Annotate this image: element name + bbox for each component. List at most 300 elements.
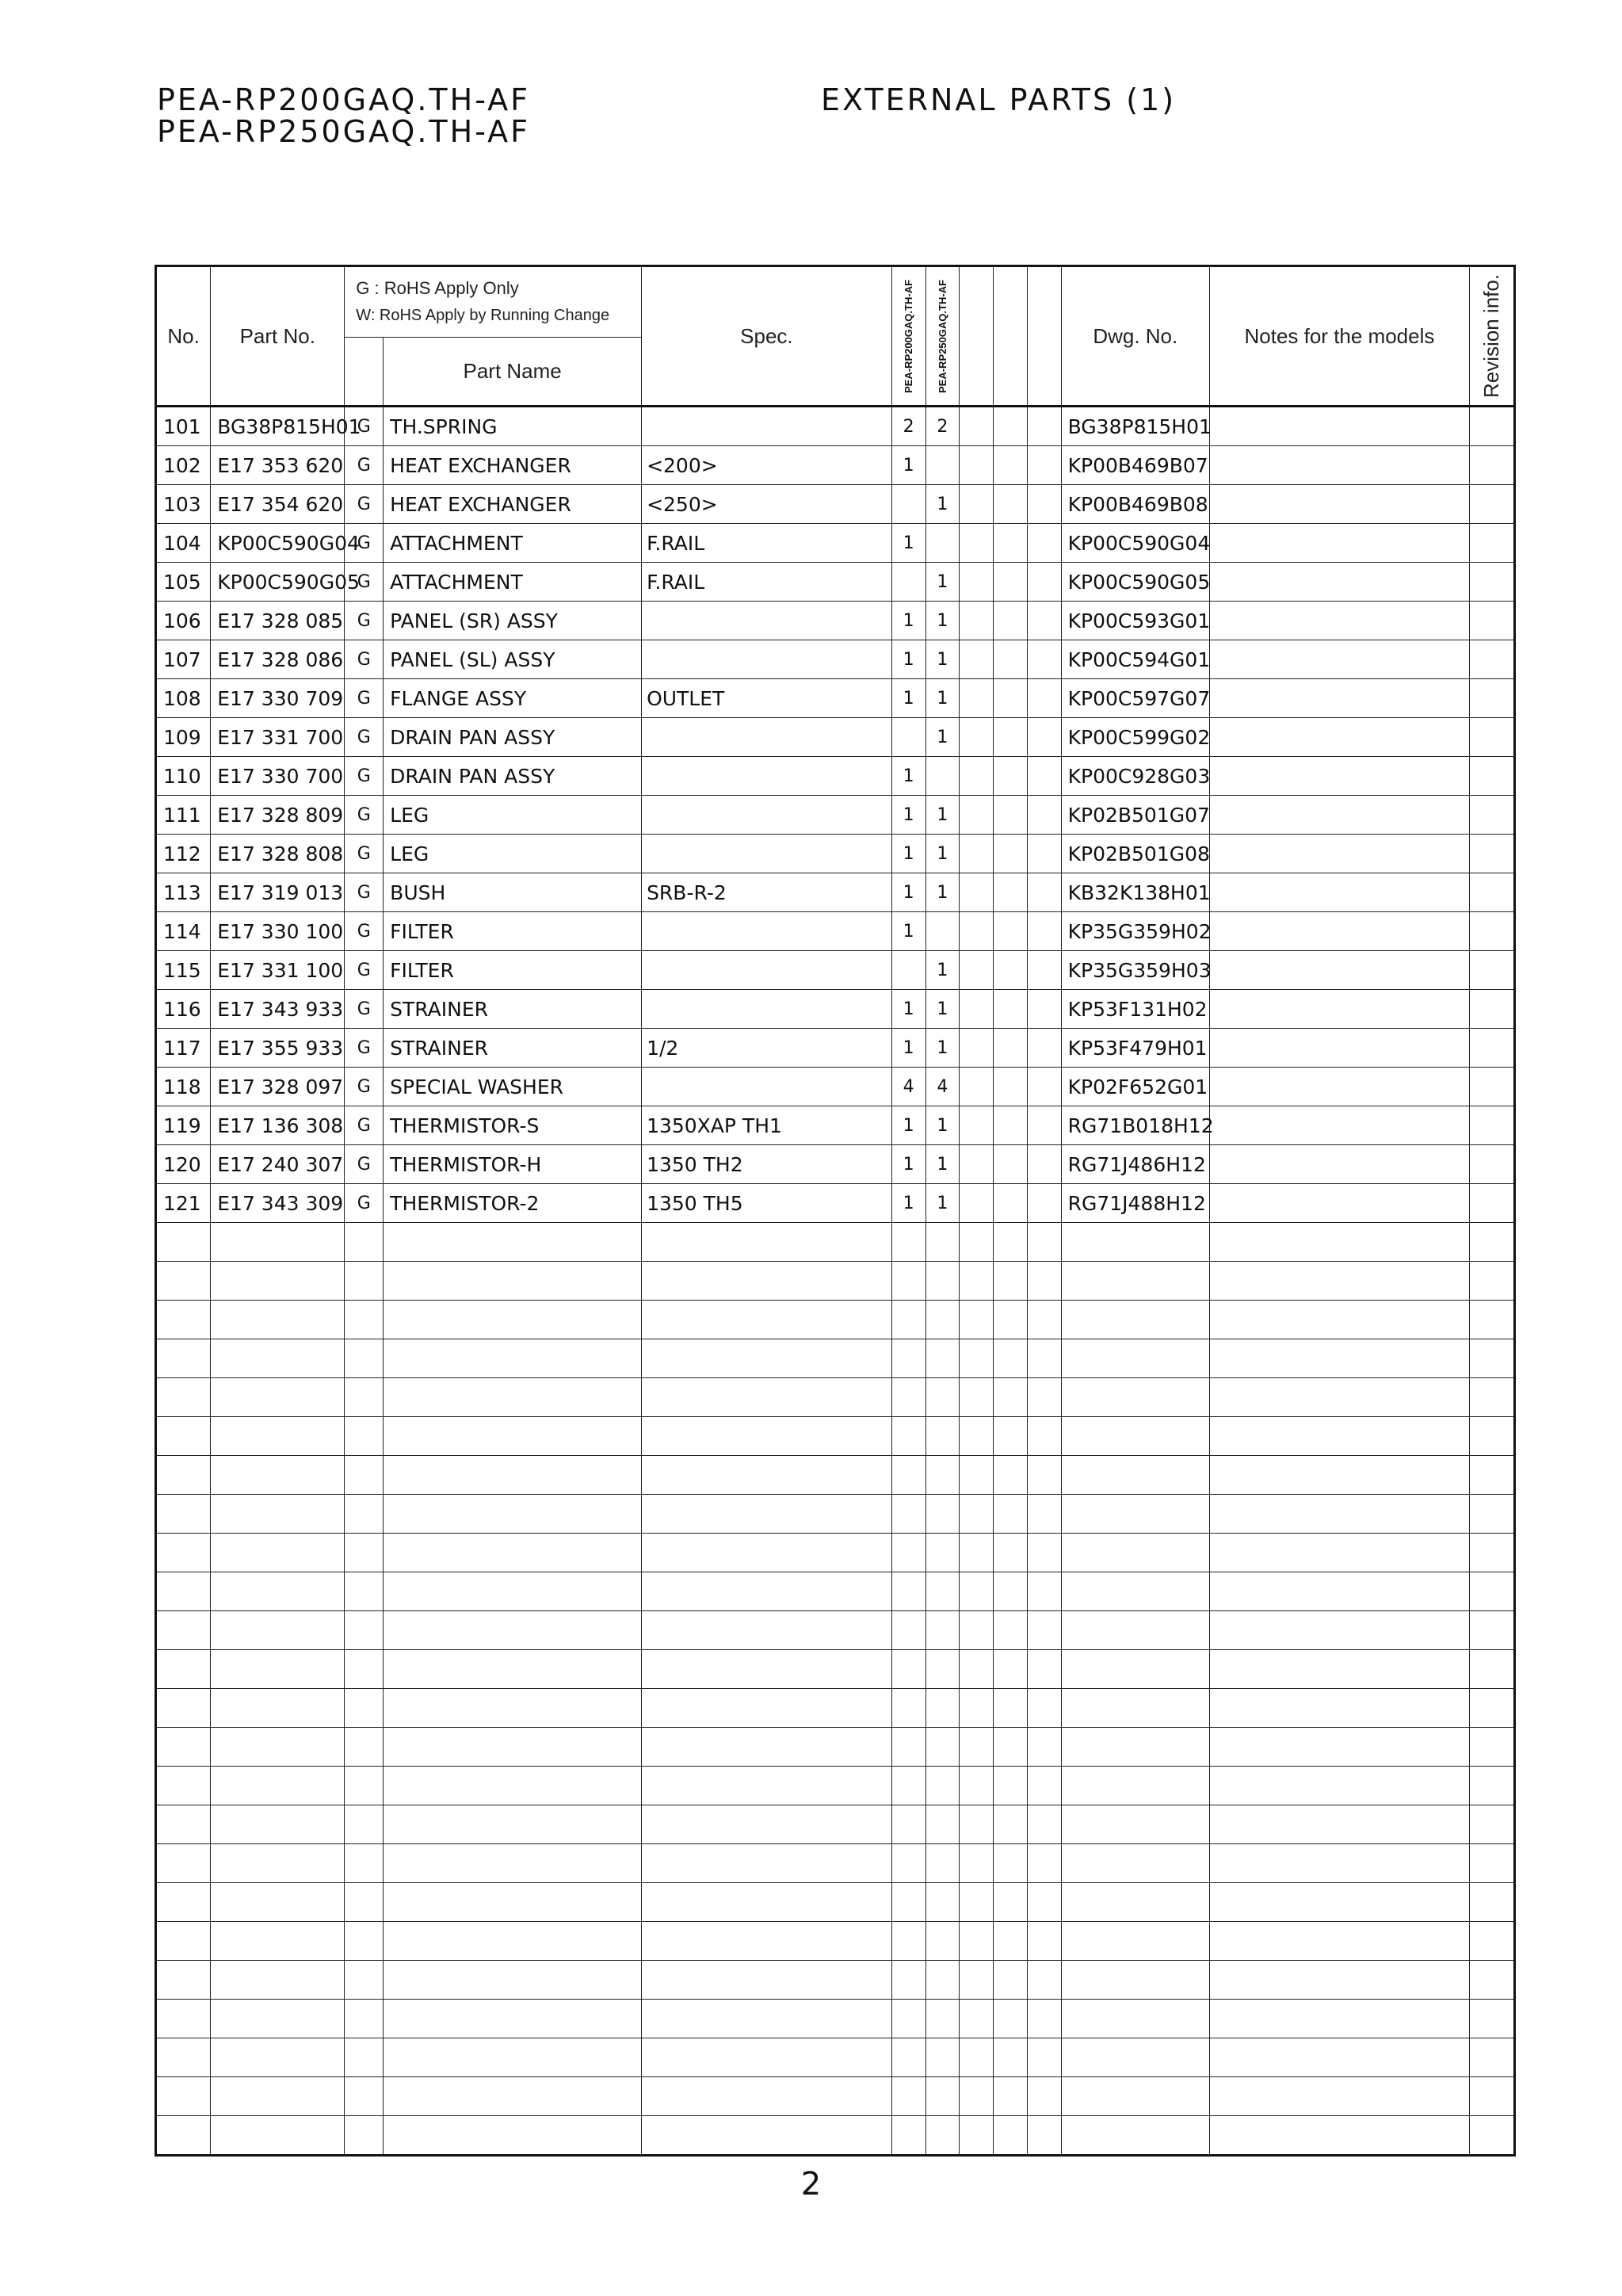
row-no: 101 [156,407,211,446]
row-dwg-no: KP00C594G01 [1061,640,1209,679]
row-blank-1 [960,2038,994,2077]
row-spec [642,1456,892,1495]
row-no: 105 [156,563,211,602]
row-spec [642,407,892,446]
row-part-name: FLANGE ASSY [384,679,642,718]
col-header-blank-1 [960,266,994,407]
row-revision [1469,407,1514,446]
page-number: 2 [800,2166,822,2202]
row-qty-model-2 [925,1417,960,1456]
row-blank-1 [960,1650,994,1689]
row-no: 113 [156,873,211,912]
row-spec: OUTLET [642,679,892,718]
row-blank-2 [994,835,1028,873]
empty-table-row [156,1883,1515,1922]
row-blank-1 [960,1495,994,1534]
row-blank-3 [1027,446,1061,485]
table-row [156,407,1515,446]
row-rohs [345,1378,384,1417]
row-blank-2 [994,951,1028,990]
row-rohs: G [345,563,384,602]
row-blank-2 [994,1068,1028,1106]
row-part-name: ATTACHMENT [384,563,642,602]
row-part-name [384,1767,642,1805]
row-qty-model-2 [925,446,960,485]
row-spec [642,951,892,990]
row-blank-3 [1027,1106,1061,1145]
row-rohs: G [345,679,384,718]
row-revision [1469,1068,1514,1106]
row-blank-2 [994,1301,1028,1339]
row-dwg-no: KP02B501G07 [1061,796,1209,835]
row-revision [1469,485,1514,524]
row-qty-model-2 [925,1301,960,1339]
row-qty-model-2 [925,1650,960,1689]
col-header-part-no: Part No. [211,266,345,407]
row-dwg-no: KP35G359H02 [1061,912,1209,951]
row-part-no [211,1961,345,2000]
row-part-no [211,1883,345,1922]
row-spec [642,2038,892,2077]
row-part-name [384,2000,642,2038]
row-part-name [384,1922,642,1961]
row-dwg-no: KP00C590G05 [1061,563,1209,602]
row-blank-3 [1027,1534,1061,1572]
col-header-model-2-label: PEA-RP250GAQ.TH-AF [936,279,948,393]
row-spec [642,835,892,873]
row-rohs: G [345,407,384,446]
row-rohs [345,1767,384,1805]
row-blank-2 [994,2000,1028,2038]
row-blank-2 [994,1922,1028,1961]
row-spec: F.RAIL [642,524,892,563]
row-blank-2 [994,912,1028,951]
row-part-no [211,1689,345,1728]
row-part-name: THERMISTOR-S [384,1106,642,1145]
row-part-name [384,1650,642,1689]
row-spec [642,1068,892,1106]
row-blank-1 [960,1106,994,1145]
row-no [156,1689,211,1728]
row-blank-1 [960,951,994,990]
row-revision [1469,2077,1514,2116]
row-no: 119 [156,1106,211,1145]
row-qty-model-1 [891,1456,925,1495]
row-blank-2 [994,1378,1028,1417]
empty-table-row [156,1767,1515,1805]
row-revision [1469,796,1514,835]
row-blank-2 [994,1223,1028,1262]
row-dwg-no: KP53F131H02 [1061,990,1209,1029]
row-blank-1 [960,1572,994,1611]
row-spec [642,602,892,640]
row-qty-model-2: 1 [925,640,960,679]
rohs-legend-w: W: RoHS Apply by Running Change [356,306,610,324]
row-blank-1 [960,1378,994,1417]
row-part-no [211,1728,345,1767]
empty-table-row [156,1650,1515,1689]
row-qty-model-2: 1 [925,679,960,718]
row-spec [642,1378,892,1417]
row-spec [642,757,892,796]
row-blank-3 [1027,1495,1061,1534]
row-blank-2 [994,602,1028,640]
row-blank-2 [994,718,1028,757]
row-part-no: E17 330 700 [211,757,345,796]
row-notes [1209,2077,1469,2116]
row-no: 121 [156,1184,211,1223]
row-part-name: HEAT EXCHANGER [384,485,642,524]
row-spec [642,1844,892,1883]
row-revision [1469,757,1514,796]
row-blank-3 [1027,912,1061,951]
row-revision [1469,1961,1514,2000]
row-part-no: E17 355 933 [211,1029,345,1068]
row-dwg-no: KP00B469B07 [1061,446,1209,485]
row-qty-model-2: 1 [925,835,960,873]
row-blank-3 [1027,835,1061,873]
row-rohs [345,2038,384,2077]
row-rohs [345,1805,384,1844]
row-rohs: G [345,835,384,873]
row-blank-1 [960,1456,994,1495]
row-part-name: PANEL (SL) ASSY [384,640,642,679]
row-revision [1469,1650,1514,1689]
row-blank-3 [1027,407,1061,446]
row-blank-2 [994,796,1028,835]
row-blank-3 [1027,1844,1061,1883]
row-notes [1209,1534,1469,1572]
row-blank-1 [960,1844,994,1883]
row-rohs [345,1650,384,1689]
row-part-no [211,1417,345,1456]
row-part-no [211,1611,345,1650]
row-no [156,1961,211,2000]
row-qty-model-1 [891,1223,925,1262]
row-qty-model-2: 1 [925,1106,960,1145]
col-header-spec: Spec. [642,266,892,407]
row-qty-model-2 [925,1767,960,1805]
row-blank-3 [1027,1728,1061,1767]
table-row [156,835,1515,873]
row-dwg-no [1061,2116,1209,2156]
row-rohs [345,2116,384,2156]
row-qty-model-1 [891,1728,925,1767]
row-spec: 1350 TH5 [642,1184,892,1223]
row-blank-2 [994,640,1028,679]
row-blank-2 [994,1495,1028,1534]
row-part-no [211,1805,345,1844]
row-dwg-no [1061,2000,1209,2038]
row-blank-3 [1027,2000,1061,2038]
row-rohs [345,1417,384,1456]
row-part-no [211,1339,345,1378]
row-blank-3 [1027,1262,1061,1301]
row-blank-3 [1027,1184,1061,1223]
row-qty-model-1 [891,2116,925,2156]
row-notes [1209,1301,1469,1339]
row-blank-2 [994,990,1028,1029]
row-blank-1 [960,640,994,679]
row-part-name [384,1883,642,1922]
row-qty-model-1 [891,1805,925,1844]
row-qty-model-1: 1 [891,873,925,912]
table-row [156,796,1515,835]
row-blank-2 [994,407,1028,446]
row-notes [1209,1767,1469,1805]
row-blank-3 [1027,1922,1061,1961]
row-revision [1469,1611,1514,1650]
row-notes [1209,873,1469,912]
row-rohs: G [345,990,384,1029]
row-spec: 1/2 [642,1029,892,1068]
row-revision [1469,1689,1514,1728]
row-blank-2 [994,757,1028,796]
row-revision [1469,835,1514,873]
row-spec [642,1883,892,1922]
table-row [156,990,1515,1029]
row-qty-model-2 [925,1534,960,1572]
row-dwg-no: RG71J486H12 [1061,1145,1209,1184]
row-blank-3 [1027,1145,1061,1184]
row-rohs [345,1534,384,1572]
row-blank-2 [994,1611,1028,1650]
row-notes [1209,485,1469,524]
row-qty-model-2: 1 [925,563,960,602]
row-blank-1 [960,1145,994,1184]
table-row [156,679,1515,718]
row-blank-1 [960,446,994,485]
row-revision [1469,1417,1514,1456]
row-blank-1 [960,1534,994,1572]
row-part-no: E17 331 700 [211,718,345,757]
row-blank-1 [960,796,994,835]
row-part-no [211,1262,345,1301]
row-blank-1 [960,757,994,796]
row-qty-model-2: 1 [925,1029,960,1068]
row-rohs [345,1456,384,1495]
row-rohs [345,2077,384,2116]
row-no: 102 [156,446,211,485]
row-qty-model-1 [891,2038,925,2077]
row-no: 118 [156,1068,211,1106]
row-part-name [384,1572,642,1611]
col-header-revision-label: Revision info. [1479,273,1503,399]
row-qty-model-1: 4 [891,1068,925,1106]
row-rohs [345,1961,384,2000]
row-part-no: BG38P815H01 [211,407,345,446]
row-blank-3 [1027,1572,1061,1611]
row-blank-3 [1027,602,1061,640]
row-qty-model-1 [891,1611,925,1650]
row-qty-model-1: 1 [891,1184,925,1223]
row-revision [1469,563,1514,602]
row-dwg-no: KP00B469B08 [1061,485,1209,524]
row-dwg-no [1061,1223,1209,1262]
row-rohs: G [345,873,384,912]
row-blank-2 [994,2116,1028,2156]
row-part-no [211,1572,345,1611]
row-revision [1469,1106,1514,1145]
row-spec: 1350 TH2 [642,1145,892,1184]
row-blank-2 [994,1844,1028,1883]
row-blank-1 [960,2077,994,2116]
row-dwg-no [1061,1805,1209,1844]
row-blank-1 [960,1417,994,1456]
row-revision [1469,1805,1514,1844]
row-qty-model-2: 1 [925,951,960,990]
row-part-no: E17 328 086 [211,640,345,679]
row-spec [642,2000,892,2038]
row-blank-3 [1027,485,1061,524]
row-qty-model-1: 1 [891,640,925,679]
row-part-no [211,1223,345,1262]
row-rohs [345,1262,384,1301]
row-rohs: G [345,951,384,990]
row-part-name: ATTACHMENT [384,524,642,563]
row-blank-1 [960,524,994,563]
row-qty-model-1 [891,1844,925,1883]
row-qty-model-2: 1 [925,796,960,835]
row-blank-1 [960,563,994,602]
col-header-model-1-label: PEA-RP200GAQ.TH-AF [903,279,915,393]
row-notes [1209,2000,1469,2038]
row-dwg-no [1061,1650,1209,1689]
row-spec [642,990,892,1029]
row-blank-1 [960,835,994,873]
row-blank-2 [994,1689,1028,1728]
row-part-no [211,1495,345,1534]
row-part-no [211,1650,345,1689]
row-spec [642,1572,892,1611]
row-part-no: E17 328 809 [211,796,345,835]
row-blank-2 [994,1650,1028,1689]
row-qty-model-1: 1 [891,602,925,640]
row-qty-model-2 [925,1262,960,1301]
row-qty-model-1: 1 [891,524,925,563]
row-dwg-no [1061,1339,1209,1378]
col-header-blank-3 [1027,266,1061,407]
row-revision [1469,446,1514,485]
row-notes [1209,1184,1469,1223]
row-qty-model-1: 1 [891,912,925,951]
row-no [156,1495,211,1534]
row-blank-3 [1027,1883,1061,1922]
row-blank-3 [1027,873,1061,912]
row-notes [1209,2038,1469,2077]
row-qty-model-2 [925,2116,960,2156]
row-blank-1 [960,1301,994,1339]
row-blank-3 [1027,1301,1061,1339]
row-part-name [384,1728,642,1767]
row-no [156,2116,211,2156]
row-dwg-no [1061,1961,1209,2000]
row-blank-2 [994,1767,1028,1805]
row-notes [1209,1611,1469,1650]
row-part-no: E17 328 808 [211,835,345,873]
row-blank-2 [994,1534,1028,1572]
row-blank-2 [994,1145,1028,1184]
row-part-no [211,2038,345,2077]
empty-table-row [156,1572,1515,1611]
row-blank-3 [1027,1767,1061,1805]
row-dwg-no [1061,1301,1209,1339]
row-notes [1209,1883,1469,1922]
row-qty-model-1: 1 [891,757,925,796]
row-rohs [345,1339,384,1378]
row-part-name [384,1611,642,1650]
row-part-no: E17 353 620 [211,446,345,485]
table-row [156,1068,1515,1106]
row-spec: F.RAIL [642,563,892,602]
row-revision [1469,679,1514,718]
row-qty-model-1: 1 [891,1145,925,1184]
row-qty-model-2: 1 [925,718,960,757]
row-blank-1 [960,873,994,912]
row-spec: <200> [642,446,892,485]
row-dwg-no: KP00C928G03 [1061,757,1209,796]
row-qty-model-2 [925,1572,960,1611]
row-revision [1469,602,1514,640]
table-row [156,718,1515,757]
table-row [156,757,1515,796]
empty-table-row [156,1689,1515,1728]
table-row [156,1106,1515,1145]
row-no: 107 [156,640,211,679]
row-revision [1469,1922,1514,1961]
row-dwg-no [1061,1767,1209,1805]
row-blank-3 [1027,640,1061,679]
row-revision [1469,1184,1514,1223]
row-dwg-no: KP00C599G02 [1061,718,1209,757]
row-revision [1469,1262,1514,1301]
rohs-col-header [345,337,384,406]
row-revision [1469,1456,1514,1495]
row-no [156,1883,211,1922]
row-blank-1 [960,1805,994,1844]
row-no [156,2077,211,2116]
row-qty-model-1 [891,718,925,757]
row-blank-1 [960,1689,994,1728]
row-blank-3 [1027,1689,1061,1728]
row-revision [1469,1495,1514,1534]
row-spec: 1350XAP TH1 [642,1106,892,1145]
row-spec [642,1262,892,1301]
row-blank-2 [994,524,1028,563]
row-revision [1469,1728,1514,1767]
row-blank-3 [1027,524,1061,563]
row-qty-model-2 [925,1456,960,1495]
empty-table-row [156,1378,1515,1417]
row-dwg-no [1061,1844,1209,1883]
row-notes [1209,446,1469,485]
row-part-name [384,1495,642,1534]
row-no [156,1339,211,1378]
row-dwg-no [1061,1922,1209,1961]
row-revision [1469,2000,1514,2038]
row-part-name: DRAIN PAN ASSY [384,718,642,757]
row-qty-model-2: 1 [925,990,960,1029]
row-part-name: THERMISTOR-H [384,1145,642,1184]
row-rohs: G [345,446,384,485]
row-revision [1469,1223,1514,1262]
row-blank-3 [1027,2116,1061,2156]
empty-table-row [156,1922,1515,1961]
row-part-no: E17 343 309 [211,1184,345,1223]
row-no [156,1572,211,1611]
row-revision [1469,718,1514,757]
empty-table-row [156,1611,1515,1650]
